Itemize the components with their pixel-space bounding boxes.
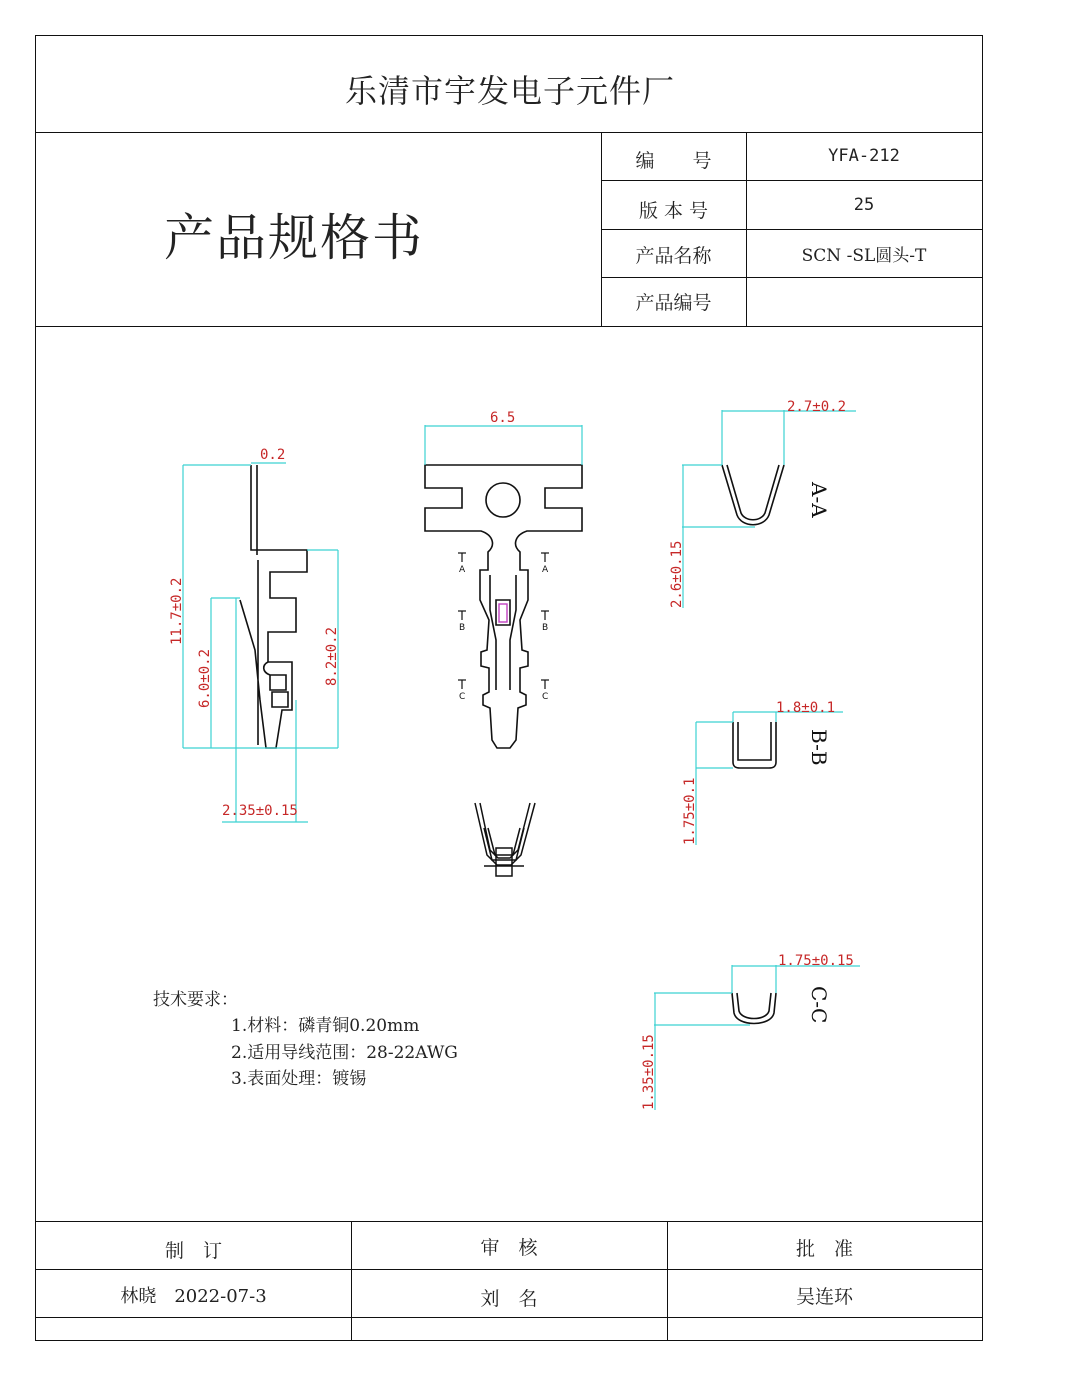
section-aa-label: A-A [807, 482, 831, 518]
cut-label-c-left: C [459, 692, 466, 702]
requirement-surface: 3.表面处理：镀锡 [231, 1069, 367, 1089]
side-view-crimp-detail [264, 662, 288, 707]
info-value-product-name: SCN -SL圆头-T [801, 246, 927, 266]
end-view [475, 803, 535, 876]
dim-bb-height: 1.75±0.1 [682, 777, 698, 845]
section-cut-markers [458, 553, 549, 689]
dim-thickness: 0.2 [260, 447, 286, 463]
sign-value-drafted: 林晓 2022-07-3 [120, 1286, 267, 1307]
section-bb [682, 700, 843, 845]
document-title: 产品规格书 [164, 209, 424, 267]
section-cc-label: C-C [807, 986, 831, 1024]
requirements-title: 技术要求： [153, 990, 238, 1010]
section-aa [669, 399, 856, 608]
side-view-dimensions [183, 463, 338, 822]
top-view-outline [425, 465, 582, 748]
sign-header-approved: 批 准 [795, 1238, 853, 1260]
requirement-material: 1.材料：磷青铜0.20mm [231, 1016, 420, 1036]
sign-header-reviewed: 审 核 [480, 1237, 538, 1259]
side-view-outline [240, 465, 307, 748]
top-view-dimension [425, 425, 582, 465]
section-bb-label: B-B [807, 729, 831, 766]
sign-value-reviewed: 刘 名 [480, 1288, 538, 1310]
info-label-product-name: 产品名称 [635, 245, 712, 267]
cut-label-b-right: B [542, 623, 549, 633]
cut-label-c-right: C [542, 692, 549, 702]
dim-barrel-length: 8.2±0.2 [324, 626, 340, 686]
dim-base-width: 2.35±0.15 [222, 803, 298, 819]
requirement-wire-range: 2.适用导线范围：28-22AWG [231, 1043, 458, 1063]
section-cc-profile [732, 993, 776, 1024]
cut-label-a-left: A [459, 565, 466, 575]
top-view-window [499, 604, 507, 622]
dim-cc-height: 1.35±0.15 [641, 1034, 657, 1110]
sign-header-drafted: 制 订 [164, 1240, 222, 1262]
side-view [240, 465, 307, 748]
cut-label-a-right: A [542, 565, 549, 575]
info-label-number: 编 号 [635, 150, 712, 172]
cut-label-b-left: B [459, 623, 466, 633]
top-view-hole [486, 483, 520, 517]
info-value-number: YFA-212 [828, 146, 900, 166]
info-value-version: 25 [853, 195, 875, 215]
section-cc [641, 953, 860, 1110]
sign-value-approved: 吴连环 [795, 1286, 853, 1308]
top-view [425, 465, 582, 748]
info-label-version: 版 本 号 [638, 200, 709, 222]
dim-aa-height: 2.6±0.15 [669, 540, 685, 608]
section-aa-profile [722, 465, 784, 525]
dim-cc-width: 1.75±0.15 [778, 953, 854, 969]
dim-top-width: 6.5 [490, 410, 516, 426]
dim-bb-width: 1.8±0.1 [776, 700, 836, 716]
dim-total-length: 11.7±0.2 [169, 577, 185, 645]
dim-aa-width: 2.7±0.2 [787, 399, 847, 415]
info-label-product-code: 产品编号 [635, 292, 712, 314]
top-view-inner-channel [490, 575, 516, 690]
section-bb-profile [733, 722, 776, 768]
company-name: 乐清市宇发电子元件厂 [344, 72, 675, 110]
dim-insulation-length: 6.0±0.2 [197, 648, 213, 708]
